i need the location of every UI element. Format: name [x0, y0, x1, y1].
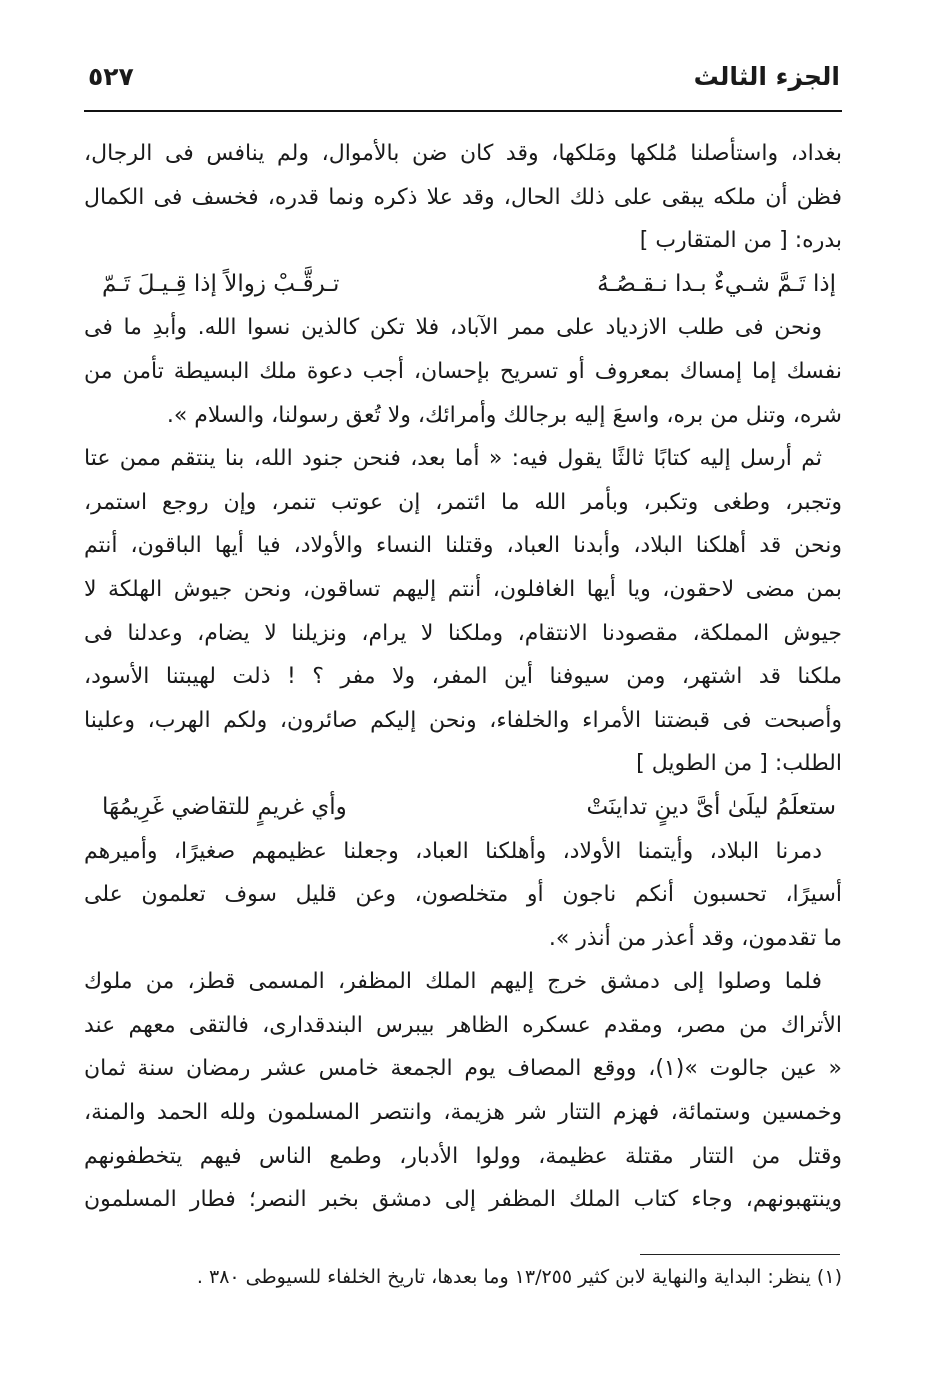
- poetry-verse: [84, 786, 842, 830]
- page-header: [88, 62, 840, 102]
- text-line: الطلب: [ من الطويل ]: [636, 751, 842, 777]
- text-line: ملكنا قد اشتهر، ومن سيوفنا أين المفر، ولا مفر ؟ ! ذلت لهيبتنا الأسود،: [84, 664, 842, 690]
- page-number: ٥٢٧: [88, 62, 134, 91]
- text-line: وينتهبونهم، وجاء كتاب الملك المظفر إلى دمشق بخبر النصر؛ فطار المسلمون: [84, 1187, 842, 1213]
- text-line: وخمسين وستمائة، فهزم التتار شر هزيمة، وانتصر المسلمون ولله الحمد والمنة،: [84, 1100, 842, 1126]
- header-rule: [84, 110, 842, 112]
- text-line: ما تقدمون، وقد أعذر من أنذر ».: [548, 925, 842, 951]
- text-line: الأتراك من مصر، ومقدم عسكره الظاهر بيبرس البندقدارى، فالتقى معهم عند: [84, 1012, 842, 1038]
- main-text: [84, 132, 842, 1222]
- text-line: ثم أرسل إليه كتابًا ثالثًا يقول فيه: « أما بعد، فنحن جنود الله، بنا ينتقم ممن عتا: [84, 446, 822, 472]
- text-line: شره، وتنل من بره، واسعَ إليه برجالك وأمرائك، ولا تُعق رسولنا، والسلام ».: [166, 402, 842, 428]
- verse-first-hemistich: إذا تَـمَّ شـيءٌ بـدا نـقـصُـهُ: [597, 270, 836, 297]
- verse-second-hemistich: وأي غريمٍ للتقاضي غَرِيمُهَا: [102, 793, 347, 820]
- text-line: دمرنا البلاد، وأيتمنا الأولاد، وأهلكنا العباد، وجعلنا عظيمهم صغيرًا، وأميرهم: [84, 838, 822, 864]
- text-line: بمن مضى لاحقون، ويا أيها الغافلون، أنتم إليهم تساقون، ونحن جيوش الهلكة لا: [84, 576, 842, 602]
- text-line: نفسك إما إمساك بمعروف أو تسريح بإحسان، أجب دعوة ملك البسيطة تأمن من: [84, 358, 842, 384]
- verse-first-hemistich: ستعلَمُ ليلَىٰ أىَّ دينٍ تداينَتْ: [586, 793, 836, 820]
- footnote: (١) ينظر: البداية والنهاية لابن كثير ١٣/٢٥٥ وما بعدها، تاريخ الخلفاء للسيوطى ٣٨٠ .: [196, 1266, 842, 1288]
- poetry-verse: [84, 263, 842, 307]
- text-line: فلما وصلوا إلى دمشق خرج إليهم الملك المظفر، المسمى قطز، من ملوك: [84, 969, 822, 995]
- text-line: بدره: [ من المتقارب ]: [639, 228, 842, 254]
- text-line: « عين جالوت »(١)، ووقع المصاف يوم الجمعة خامس عشر رمضان سنة ثمان: [84, 1056, 842, 1082]
- text-line: جيوش المملكة، مقصودنا الانتقام، وملكنا لا يرام، ونزيلنا لا يضام، وعدلنا فى: [84, 620, 842, 646]
- text-line: أسيرًا، تحسبون أنكم ناجون أو متخلصون، وعن قليل سوف تعلمون على: [84, 882, 842, 908]
- verse-second-hemistich: تـرقَّـبْ زوالاً إذا قِـيـلَ تَـمّ: [102, 270, 340, 297]
- text-line: وقتل من التتار مقتلة عظيمة، وولوا الأدبار، وطمع الناس فيهم يتخطفونهم: [84, 1143, 842, 1169]
- running-title: الجزء الثالث: [693, 62, 840, 91]
- footnote-rule: [640, 1254, 840, 1255]
- text-line: فظن أن ملكه يبقى على ذلك الحال، وقد علا ذكره ونما قدره، فخسف فى الكمال: [84, 184, 842, 210]
- text-line: ونحن فى طلب الازدياد على ممر الآباد، فلا تكن كالذين نسوا الله. وأبدِ ما فى: [84, 315, 822, 341]
- text-line: وتجبر، وطغى وتكبر، وبأمر الله ما ائتمر، إن عوتب تنمر، وإن روجع استمر،: [84, 489, 842, 515]
- text-line: بغداد، واستأصلنا مُلكها ومَلكها، وقد كان ضن بالأموال، ولم ينافس فى الرجال،: [84, 141, 842, 166]
- text-line: وأصبحت فى قبضتنا الأمراء والخلفاء، ونحن إليكم صائرون، ولكم الهرب، وعلينا: [84, 707, 842, 733]
- text-line: ونحن قد أهلكنا البلاد، وأبدنا العباد، وقتلنا النساء والأولاد، فيا أيها الباقون، أنتم: [84, 533, 842, 559]
